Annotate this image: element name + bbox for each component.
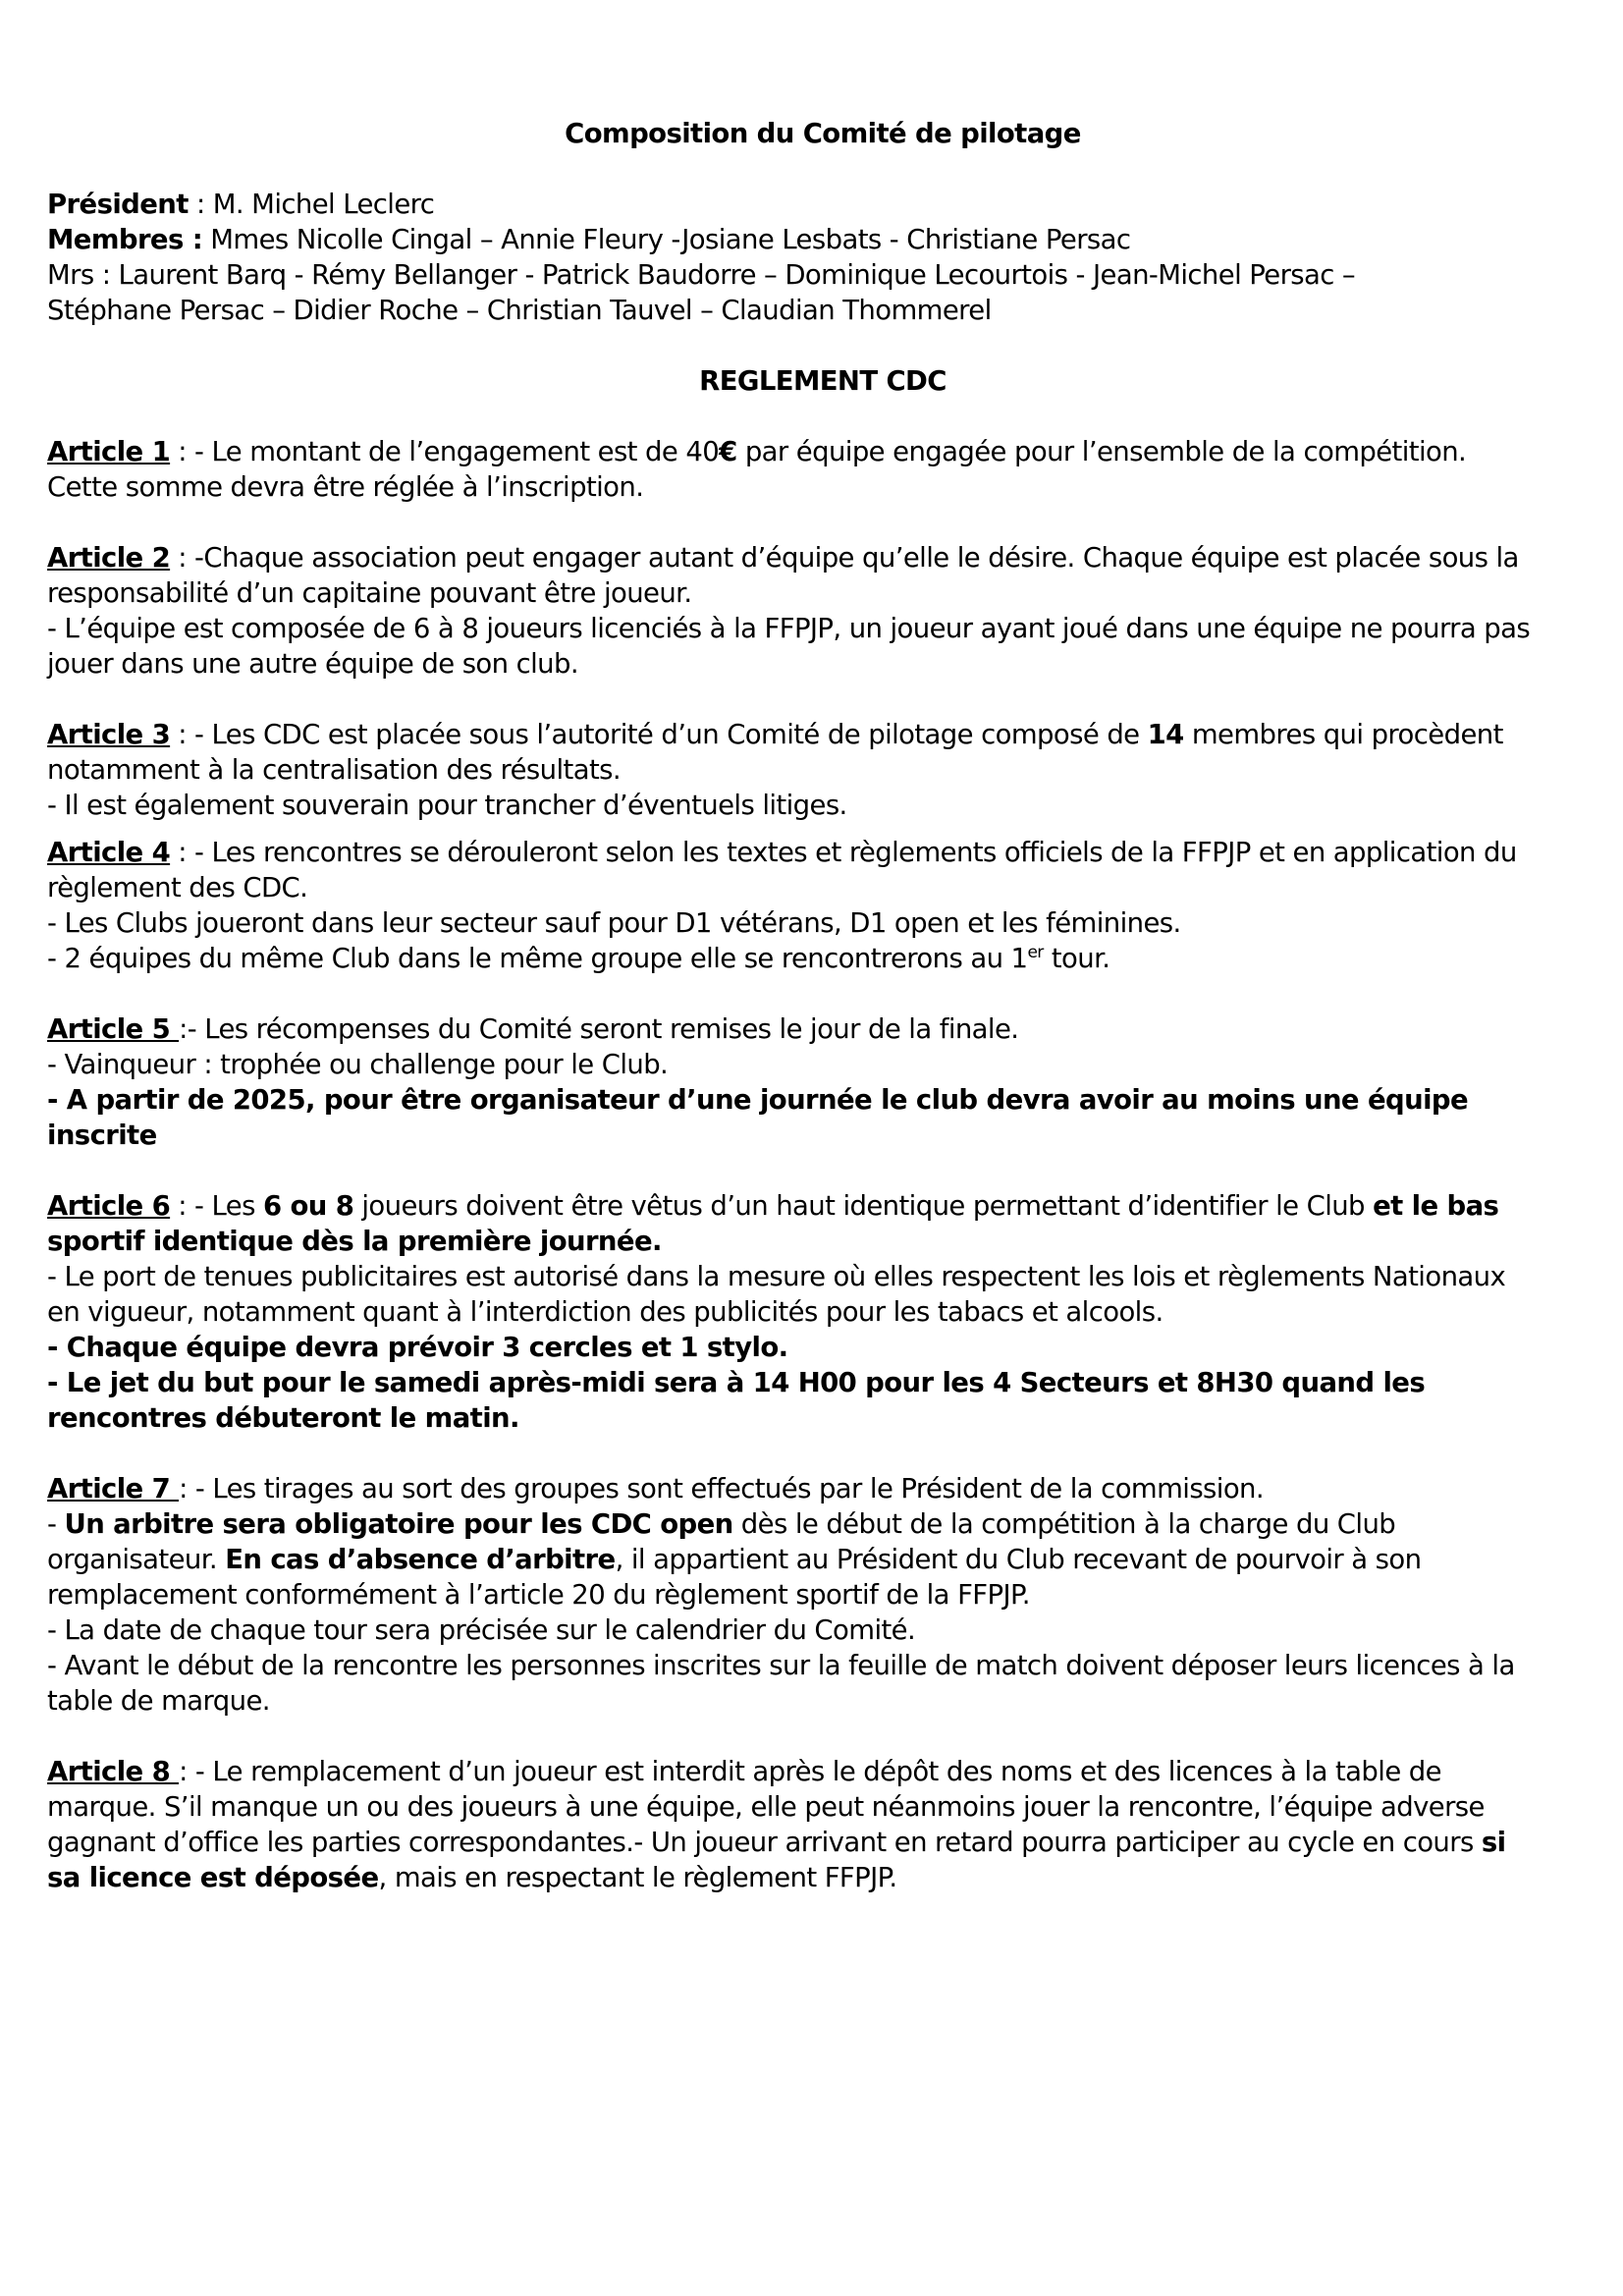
article-4-label: Article 4 xyxy=(47,837,171,868)
members-label: Membres : xyxy=(47,224,203,255)
article-1: Article 1 : - Le montant de l’engagement est de 40€ par équipe engagée pour l’ensemble de la compétition. Cette somme devra être réglée à l’inscription. xyxy=(47,436,1467,503)
article-8-label: Article 8 xyxy=(47,1756,180,1787)
president-name: : M. Michel Leclerc xyxy=(188,189,435,220)
article-3: Article 3 : - Les CDC est placée sous l’autorité d’un Comité de pilotage composé de 14 membres qui procèdent notamment à la centralisation des résultats. - Il est également souverain pour trancher d’éventuels litiges. xyxy=(47,719,1503,821)
mrs-line-1: Mrs : Laurent Barq - Rémy Bellanger - Patrick Baudorre – Dominique Lecourtois - Jean-Michel Persac – xyxy=(47,259,1356,291)
committee-title: Composition du Comité de pilotage xyxy=(565,118,1081,149)
article-5-label: Article 5 xyxy=(47,1013,180,1045)
article-6: Article 6 : - Les 6 ou 8 joueurs doivent être vêtus d’un haut identique permettant d’identifier le Club et le bas sportif identique dès la première journée. - Le port de tenues publicitaires est autorisé dans la mesure où elles respectent les lois et règlements Nationaux en vigueur, notamment quant à l’interdiction des publicités pour les tabacs et alcools. - Chaque équipe devra prévoir 3 cercles et 1 stylo. - Le jet du but pour le samedi après-midi sera à 14 H00 pour les 4 Secteurs et 8H30 quand les rencontres débuteront le matin. xyxy=(47,1190,1506,1434)
article-6-label: Article 6 xyxy=(47,1190,171,1222)
article-2-label: Article 2 xyxy=(47,542,171,574)
president-line xyxy=(47,187,1598,222)
article-5: Article 5 :- Les récompenses du Comité seront remises le jour de la finale. - Vainqueur : trophée ou challenge pour le Club. - A partir de 2025, pour être organisateur d’une journée le club devra avoir au moins une équipe inscrite xyxy=(47,1013,1469,1151)
article-3-label: Article 3 xyxy=(47,719,171,750)
reglement-title: REGLEMENT CDC xyxy=(699,365,947,397)
president-label: Président xyxy=(47,189,189,220)
document-page xyxy=(47,116,1598,1895)
mrs-line-2: Stéphane Persac – Didier Roche – Christian Tauvel – Claudian Thommerel xyxy=(47,295,992,326)
article-1-label: Article 1 xyxy=(47,436,171,467)
article-2: Article 2 : -Chaque association peut engager autant d’équipe qu’elle le désire. Chaque équipe est placée sous la responsabilité d’un capitaine pouvant être joueur. - L’équipe est composée de 6 à 8 joueurs licenciés à la FFPJP, un joueur ayant joué dans une équipe ne pourra pas jouer dans une autre équipe de son club. xyxy=(47,542,1531,680)
article-4: Article 4 : - Les rencontres se dérouleront selon les textes et règlements officiels de la FFPJP et en application du règlement des CDC. - Les Clubs joueront dans leur secteur sauf pour D1 vétérans, D1 open et les féminines. - 2 équipes du même Club dans le même groupe elle se rencontrerons au 1er tour. xyxy=(47,837,1517,974)
members-names: Mmes Nicolle Cingal – Annie Fleury -Josiane Lesbats - Christiane Persac xyxy=(202,224,1131,255)
article-7: Article 7 : - Les tirages au sort des groupes sont effectués par le Président de la commission. - Un arbitre sera obligatoire pour les CDC open dès le début de la compétition à la charge du Club organisateur. En cas d’absence d’arbitre, il appartient au Président du Club recevant de pourvoir à son remplacement conformément à l’article 20 du règlement sportif de la FFPJP. - La date de chaque tour sera précisée sur le calendrier du Comité. - Avant le début de la rencontre les personnes inscrites sur la feuille de match doivent déposer leurs licences à la table de marque. xyxy=(47,1473,1515,1717)
article-8: Article 8 : - Le remplacement d’un joueur est interdit après le dépôt des noms et des licences à la table de marque. S’il manque un ou des joueurs à une équipe, elle peut néanmoins jouer la rencontre, l’équipe adverse gagnant d’office les parties correspondantes.- Un joueur arrivant en retard pourra participer au cycle en cours si sa licence est déposée, mais en respectant le règlement FFPJP. xyxy=(47,1756,1506,1893)
members-line xyxy=(47,222,1598,257)
article-7-label: Article 7 xyxy=(47,1473,180,1504)
